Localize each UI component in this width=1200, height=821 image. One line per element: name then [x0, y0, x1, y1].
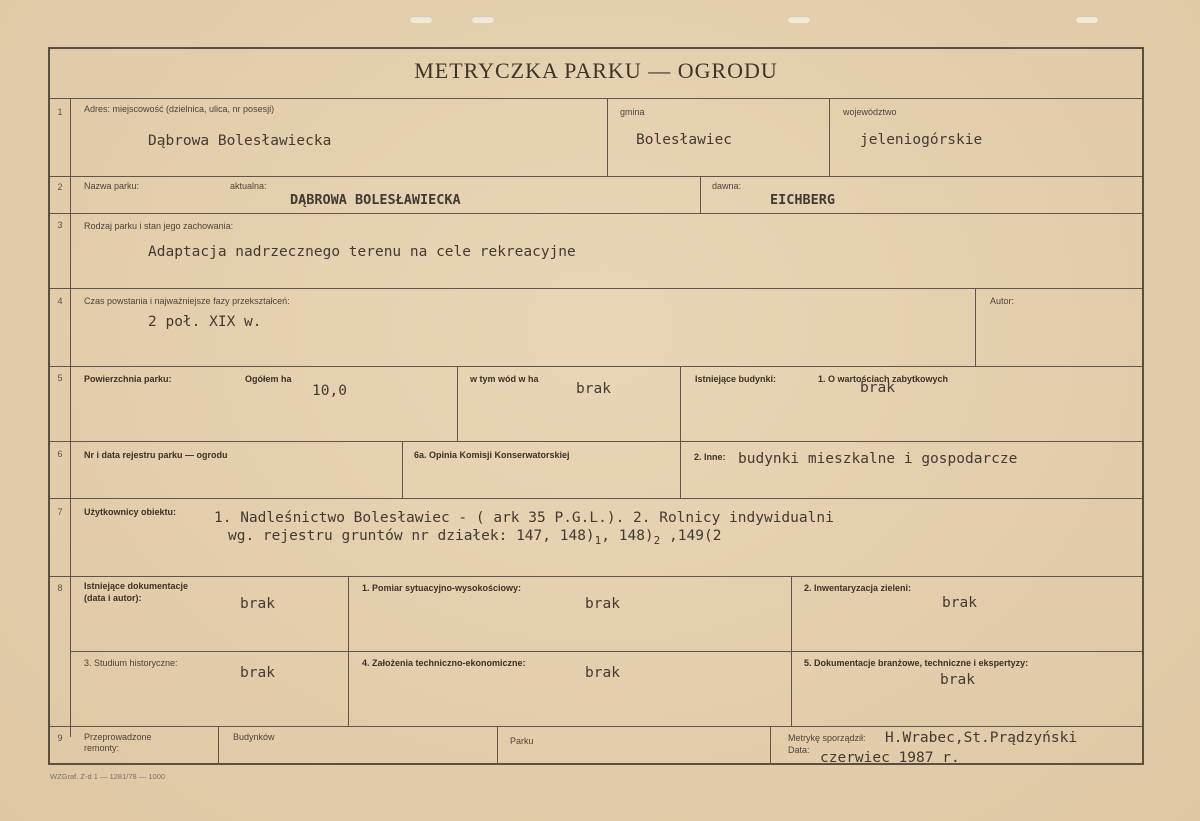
water-area-value: brak [576, 381, 611, 397]
prepared-by-label: Metrykę sporządził: [788, 733, 866, 743]
cell-divider [680, 367, 681, 498]
survey-label: 1. Pomiar sytuacyjno-wysokościowy: [362, 583, 522, 593]
cell-divider [497, 727, 498, 765]
date-value: czerwiec 1987 r. [820, 750, 960, 766]
former-name-label: dawna: [712, 181, 742, 191]
date-label: Data: [788, 745, 810, 755]
punch-hole [410, 16, 432, 23]
row-divider [50, 726, 1143, 727]
cell-divider [829, 99, 830, 176]
row-number: 5 [57, 373, 63, 383]
number-column-divider [70, 99, 71, 737]
water-area-label: w tym wód w ha [470, 374, 539, 384]
row-divider [50, 213, 1143, 214]
park-type-label: Rodzaj parku i stan jego zachowania: [84, 221, 234, 231]
row-number: 3 [57, 220, 63, 230]
cell-divider [348, 577, 349, 726]
row-number: 7 [57, 507, 63, 517]
row-divider [70, 651, 1143, 652]
users-label: Użytkownicy obiektu: [84, 507, 177, 517]
other-buildings-label: 2. Inne: [694, 452, 726, 462]
voivodeship-value: jeleniogórskie [860, 132, 983, 148]
cell-divider [770, 727, 771, 765]
existing-buildings-label: Istniejące budynki: [695, 374, 777, 384]
users-line-1: 1. Nadleśnictwo Bolesławiec - ( ark 35 P.G.L.). 2. Rolnicy indywidualni [214, 510, 834, 526]
form-title: METRYCZKA PARKU — OGRODU [414, 58, 778, 83]
cell-divider [791, 577, 792, 726]
register-label: Nr i data rejestru parku — ogrodu [84, 450, 228, 460]
cell-divider [607, 99, 608, 176]
users-line-2: wg. rejestru gruntów nr działek: 147, $148)_1$, $148)_2$ ,149(2 [228, 528, 722, 547]
row-number: 8 [57, 583, 63, 593]
park-area-label: Powierzchnia parku: [84, 374, 172, 384]
prepared-by-value: H.Wrabec,St.Prądzyński [885, 730, 1078, 746]
punch-hole [1076, 16, 1098, 23]
repairs-sublabel: remonty: [84, 743, 120, 753]
existing-docs-sublabel: (data i autor): [84, 593, 142, 603]
existing-docs-label: Istniejące dokumentacje [84, 581, 189, 591]
current-name-value: DĄBROWA BOLESŁAWIECKA [290, 192, 461, 208]
total-area-value: 10,0 [312, 383, 347, 399]
author-label: Autor: [990, 296, 1015, 306]
punch-hole [472, 16, 494, 23]
row-number: 6 [57, 449, 63, 459]
park-type-value: Adaptacja nadrzecznego terenu na cele rekreacyjne [148, 244, 576, 260]
cell-divider [218, 727, 219, 765]
row-divider [50, 366, 1143, 367]
historic-buildings-label: 1. O wartościach zabytkowych [818, 374, 949, 384]
former-name-value: EICHBERG [770, 192, 836, 208]
history-study-value: brak [240, 665, 275, 681]
park-name-label: Nazwa parku: [84, 181, 140, 191]
row-divider [50, 498, 1143, 499]
creation-time-label: Czas powstania i najważniejsze fazy przekształceń: [84, 296, 290, 306]
cell-divider [402, 442, 403, 498]
conservation-opinion-label: 6a. Opinia Komisji Konserwatorskiej [414, 450, 570, 460]
print-footer: WZGraf. Z-d 1 — 1281/78 — 1000 [50, 772, 166, 781]
other-buildings-value: budynki mieszkalne i gospodarcze [738, 451, 1018, 467]
row-divider [50, 176, 1143, 177]
row-divider [50, 288, 1143, 289]
row-number: 2 [57, 182, 63, 192]
greenery-value: brak [942, 595, 977, 611]
cell-divider [975, 289, 976, 366]
address-label: Adres: miejscowość (dzielnica, ulica, nr posesji) [84, 104, 275, 114]
tech-econ-value: brak [585, 665, 620, 681]
row-number: 9 [57, 733, 63, 743]
row-number: 4 [57, 296, 63, 306]
total-area-label: Ogółem ha [245, 374, 292, 384]
current-name-label: aktualna: [230, 181, 267, 191]
expert-docs-value: brak [940, 672, 975, 688]
survey-value: brak [585, 596, 620, 612]
row-divider [50, 441, 1143, 442]
historic-buildings-value: brak [860, 380, 895, 396]
tech-econ-label: 4. Założenia techniczno-ekonomiczne: [362, 658, 526, 668]
gmina-value: Bolesławiec [636, 132, 733, 148]
punch-hole [788, 16, 810, 23]
park-repairs-label: Parku [510, 736, 534, 746]
greenery-label: 2. Inwentaryzacja zieleni: [804, 583, 912, 593]
creation-time-value: 2 poł. XIX w. [148, 314, 262, 330]
cell-divider [457, 367, 458, 441]
gmina-label: gmina [620, 107, 645, 117]
repairs-label: Przeprowadzone [84, 732, 152, 742]
row-divider [50, 576, 1143, 577]
row-divider [50, 98, 1143, 99]
address-value: Dąbrowa Bolesławiecka [148, 133, 332, 149]
history-study-label: 3. Studium historyczne: [84, 658, 178, 668]
buildings-repairs-label: Budynków [233, 732, 275, 742]
voivodeship-label: województwo [843, 107, 897, 117]
existing-docs-value: brak [240, 596, 275, 612]
expert-docs-label: 5. Dokumentacje branżowe, techniczne i ekspertyzy: [804, 658, 1029, 668]
row-number: 1 [57, 107, 63, 117]
cell-divider [700, 177, 701, 213]
